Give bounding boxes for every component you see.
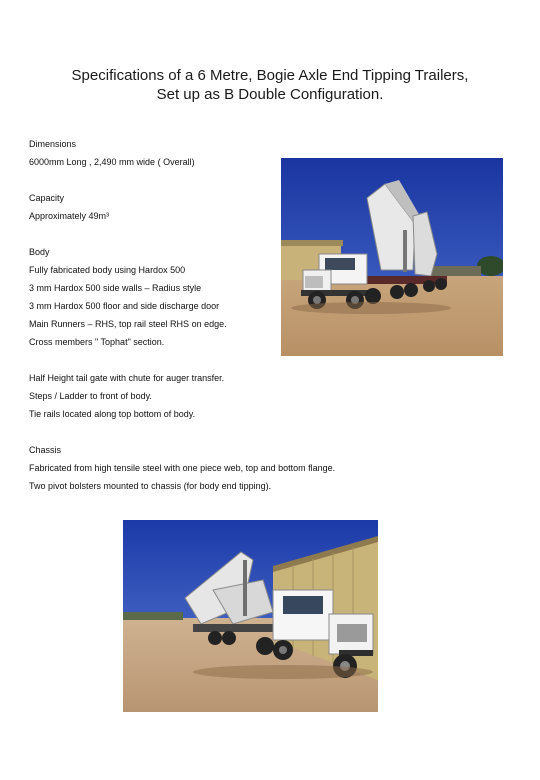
truck-photo-2-image [123, 520, 378, 712]
body-heading: Body [29, 247, 50, 257]
chassis-line: Fabricated from high tensile steel with one piece web, top and bottom flange. [29, 463, 336, 473]
body-line: Tie rails located along top bottom of body. [29, 409, 196, 419]
body-line: Cross members " Tophat" section. [29, 337, 165, 347]
body-line: Half Height tail gate with chute for auger transfer. [29, 373, 225, 383]
truck-photo-1 [281, 158, 503, 356]
dimensions-line: 6000mm Long , 2,490 mm wide ( Overall) [29, 157, 195, 167]
dimensions-heading: Dimensions [29, 139, 77, 149]
chassis-line: Two pivot bolsters mounted to chassis (for body end tipping). [29, 481, 272, 491]
body-line: 3 mm Hardox 500 side walls – Radius style [29, 283, 202, 293]
title-line-2: Set up as B Double Configuration. [156, 86, 384, 103]
capacity-heading: Capacity [29, 193, 65, 203]
page-title [20, 66, 520, 104]
chassis-heading: Chassis [29, 445, 62, 455]
body-line: Steps / Ladder to front of body. [29, 391, 152, 401]
capacity-line: Approximately 49m³ [29, 211, 110, 221]
body-line: 3 mm Hardox 500 floor and side discharge door [29, 301, 220, 311]
truck-photo-1-image [281, 158, 503, 356]
truck-photo-2 [123, 520, 378, 712]
body-line: Main Runners – RHS, top rail steel RHS on edge. [29, 319, 227, 329]
body-line: Fully fabricated body using Hardox 500 [29, 265, 186, 275]
title-line-1: Specifications of a 6 Metre, Bogie Axle End Tipping Trailers, [71, 67, 469, 84]
